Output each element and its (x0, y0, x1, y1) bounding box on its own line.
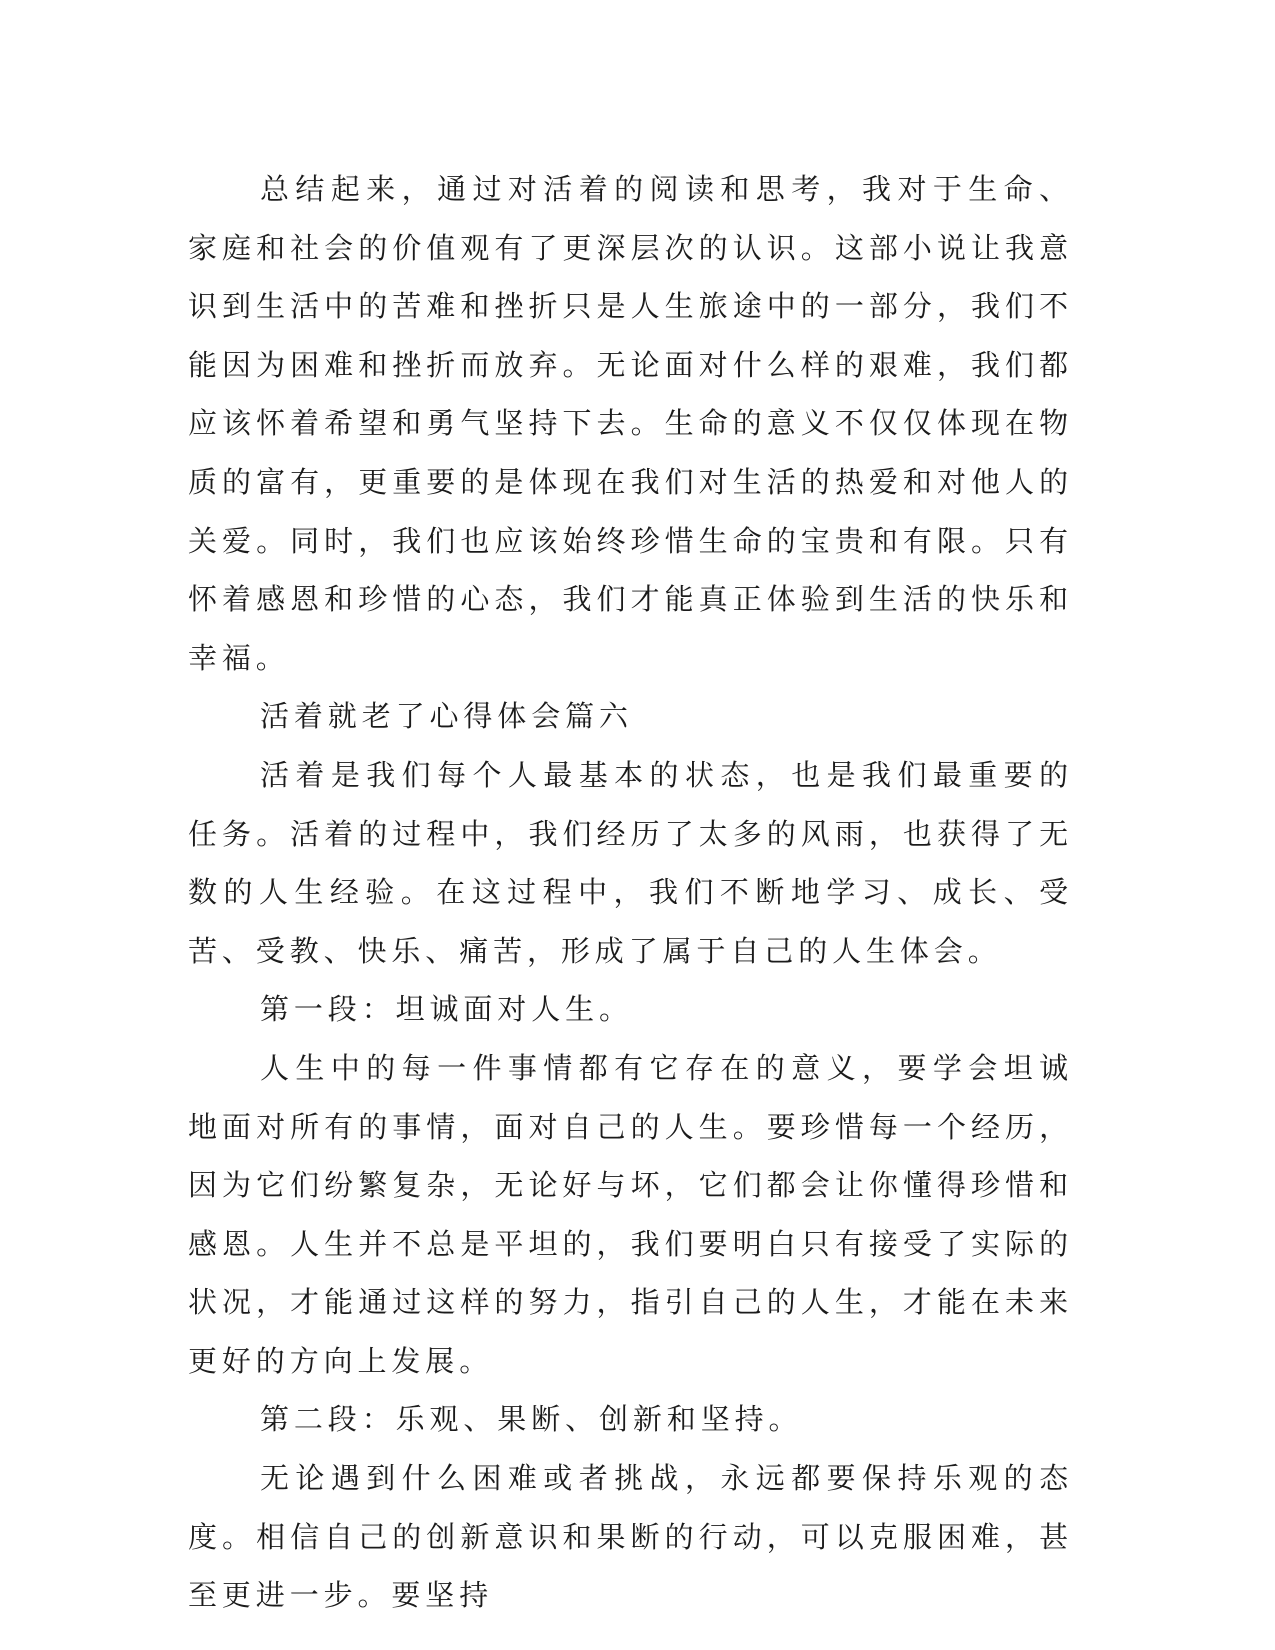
document-body (188, 160, 1073, 1625)
paragraph-intro: 活着是我们每个人最基本的状态，也是我们最重要的任务。活着的过程中，我们经历了太多的风雨，也获得了无数的人生经验。在这过程中，我们不断地学习、成长、受苦、受教、快乐、痛苦，形成了属于自己的人生体会。 (188, 757, 1073, 968)
paragraph-second: 无论遇到什么困难或者挑战，永远都要保持乐观的态度。相信自己的创新意识和果断的行动，可以克服困难，甚至更进一步。要坚持 (188, 1461, 1073, 1613)
paragraph-first: 人生中的每一件事情都有它存在的意义，要学会坦诚地面对所有的事情，面对自己的人生。要珍惜每一个经历，因为它们纷繁复杂，无论好与坏，它们都会让你懂得珍惜和感恩。人生并不总是平坦的，我们要明白只有接受了实际的状况，才能通过这样的努力，指引自己的人生，才能在未来更好的方向上发展。 (188, 1050, 1073, 1378)
paragraph-summary: 总结起来，通过对活着的阅读和思考，我对于生命、家庭和社会的价值观有了更深层次的认识。这部小说让我意识到生活中的苦难和挫折只是人生旅途中的一部分，我们不能因为困难和挫折而放弃。无论面对什么样的艰难，我们都应该怀着希望和勇气坚持下去。生命的意义不仅仅体现在物质的富有，更重要的是体现在我们对生活的热爱和对他人的关爱。同时，我们也应该始终珍惜生命的宝贵和有限。只有怀着感恩和珍惜的心态，我们才能真正体验到生活的快乐和幸福。 (188, 172, 1073, 675)
section-heading-second: 第二段：乐观、果断、创新和坚持。 (260, 1402, 803, 1437)
section-heading-first: 第一段：坦诚面对人生。 (260, 992, 633, 1027)
section-title-part-six: 活着就老了心得体会篇六 (260, 699, 633, 734)
